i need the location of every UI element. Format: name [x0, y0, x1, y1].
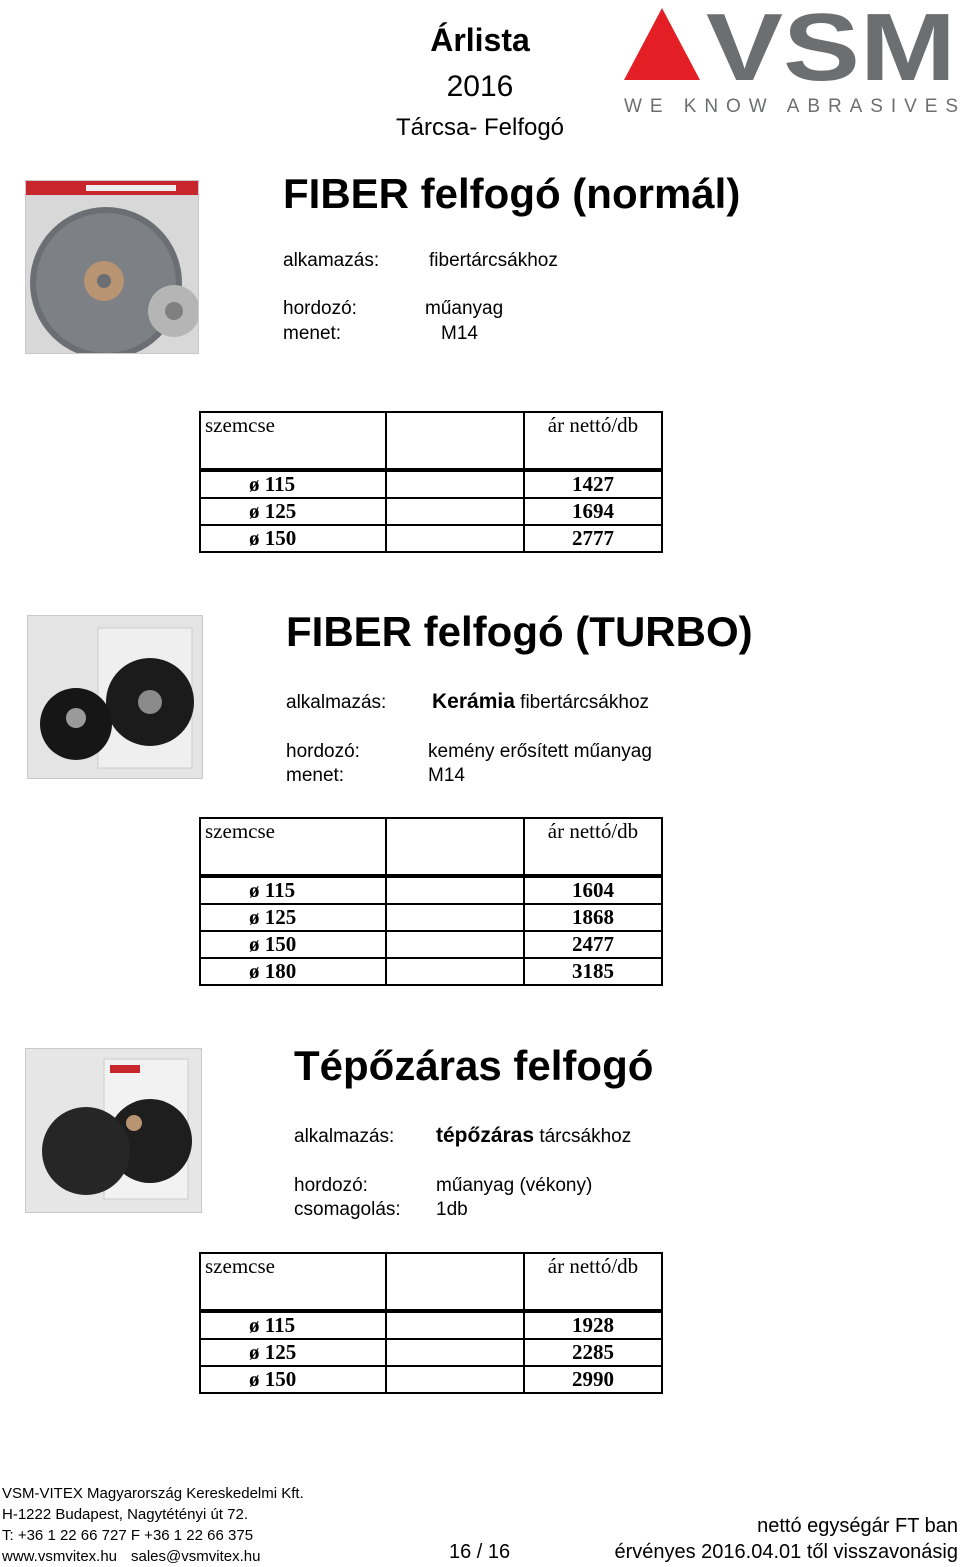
- product-image-fiber-turbo: [27, 615, 203, 779]
- row-size: ø 115: [200, 1311, 386, 1339]
- row-size: ø 115: [200, 876, 386, 904]
- table-row: [200, 470, 662, 498]
- row-size: ø 125: [200, 904, 386, 931]
- product-image-velcro: [25, 1048, 202, 1213]
- row-price: 1694: [524, 498, 662, 525]
- spec-label-application: alkalmazás:: [294, 1126, 395, 1147]
- vsm-logo: [620, 0, 960, 120]
- page-number: 16 / 16: [449, 1541, 511, 1563]
- table-row: [200, 876, 662, 904]
- footer-address: H-1222 Budapest, Nagytétényi út 72.: [2, 1506, 248, 1523]
- table-row: [200, 1366, 662, 1393]
- spec-label-carrier: hordozó:: [286, 741, 360, 762]
- footer-note-price: nettó egységár FT ban: [757, 1515, 958, 1537]
- footer-email-link[interactable]: sales@vsmvitex.hu: [131, 1548, 261, 1565]
- fiber-turbo-photo: [28, 616, 202, 778]
- row-size: ø 150: [200, 525, 386, 552]
- product-title-fiber-normal: FIBER felfogó (normál): [283, 170, 741, 217]
- vsm-logo-graphic: [620, 0, 960, 120]
- table-row: [200, 1311, 662, 1339]
- col-header-empty: [386, 1253, 524, 1311]
- logo-triangle-icon: [624, 8, 700, 80]
- col-header-empty: [386, 412, 524, 470]
- spec-value-carrier: műanyag: [425, 298, 504, 319]
- table-row: [200, 1339, 662, 1366]
- table-row: [200, 498, 662, 525]
- table-row: [200, 904, 662, 931]
- col-header-empty: [386, 818, 524, 876]
- spec-value-application-rest: tárcsákhoz: [539, 1126, 632, 1147]
- footer-web-link[interactable]: www.vsmvitex.hu: [2, 1548, 118, 1565]
- row-size: ø 125: [200, 498, 386, 525]
- col-header-grit: szemcse: [200, 412, 386, 470]
- row-price: 2990: [524, 1366, 662, 1393]
- row-price: 1928: [524, 1311, 662, 1339]
- spec-label-application: alkamazás:: [283, 250, 380, 271]
- row-price: 2777: [524, 525, 662, 552]
- row-price: 1868: [524, 904, 662, 931]
- spec-label-carrier: hordozó:: [294, 1175, 368, 1196]
- logo-word: VSM: [706, 0, 956, 101]
- velcro-photo: [26, 1049, 201, 1212]
- footer-company: VSM-VITEX Magyarország Kereskedelmi Kft.: [2, 1485, 304, 1502]
- row-price: 2285: [524, 1339, 662, 1366]
- footer-note-validity: érvényes 2016.04.01 től visszavonásig: [614, 1541, 958, 1563]
- row-size: ø 125: [200, 1339, 386, 1366]
- spec-value-thread: M14: [428, 765, 465, 786]
- row-size: ø 150: [200, 1366, 386, 1393]
- spec-value-application-emphasis: tépőzáras: [436, 1124, 535, 1147]
- row-size: ø 150: [200, 931, 386, 958]
- product-title-fiber-turbo: FIBER felfogó (TURBO): [286, 608, 753, 655]
- spec-value-carrier: műanyag (vékony): [436, 1175, 593, 1196]
- spec-value-application-rest: fibertárcsákhoz: [520, 692, 650, 713]
- spec-label-thread: menet:: [286, 765, 345, 786]
- row-price: 2477: [524, 931, 662, 958]
- spec-value-application: [436, 1124, 631, 1148]
- spec-value-thread: M14: [441, 323, 478, 344]
- spec-value-application-emphasis: Kerámia: [432, 690, 515, 713]
- page-subtitle: Tárcsa- Felfogó: [395, 114, 565, 141]
- price-table-velcro: [199, 1252, 663, 1394]
- spec-value-application: [432, 690, 649, 714]
- footer-phone: T: +36 1 22 66 727 F +36 1 22 66 375: [2, 1527, 254, 1544]
- col-header-price: ár nettó/db: [524, 1253, 662, 1311]
- row-price: 1604: [524, 876, 662, 904]
- col-header-price: ár nettó/db: [524, 412, 662, 470]
- spec-value-packaging: 1db: [436, 1199, 468, 1220]
- row-price: 3185: [524, 958, 662, 985]
- spec-value-carrier: kemény erősített műanyag: [428, 741, 652, 762]
- spec-label-thread: menet:: [283, 323, 342, 344]
- row-size: ø 180: [200, 958, 386, 985]
- col-header-grit: szemcse: [200, 1253, 386, 1311]
- logo-tagline: WE KNOW ABRASIVES: [624, 96, 958, 117]
- col-header-price: ár nettó/db: [524, 818, 662, 876]
- spec-label-packaging: csomagolás:: [294, 1199, 401, 1220]
- spec-label-carrier: hordozó:: [283, 298, 357, 319]
- fiber-normal-photo: [26, 181, 198, 353]
- price-table-fiber-normal: [199, 411, 663, 553]
- price-table-fiber-turbo: [199, 817, 663, 986]
- table-row: [200, 931, 662, 958]
- table-row: [200, 958, 662, 985]
- spec-value-application: fibertárcsákhoz: [429, 250, 558, 271]
- spec-label-application: alkalmazás:: [286, 692, 387, 713]
- row-size: ø 115: [200, 470, 386, 498]
- page-title: Árlista: [430, 22, 530, 58]
- row-price: 1427: [524, 470, 662, 498]
- col-header-grit: szemcse: [200, 818, 386, 876]
- product-image-fiber-normal: [25, 180, 199, 354]
- table-row: [200, 525, 662, 552]
- product-title-velcro: Tépőzáras felfogó: [294, 1042, 654, 1089]
- page-year: 2016: [446, 70, 514, 103]
